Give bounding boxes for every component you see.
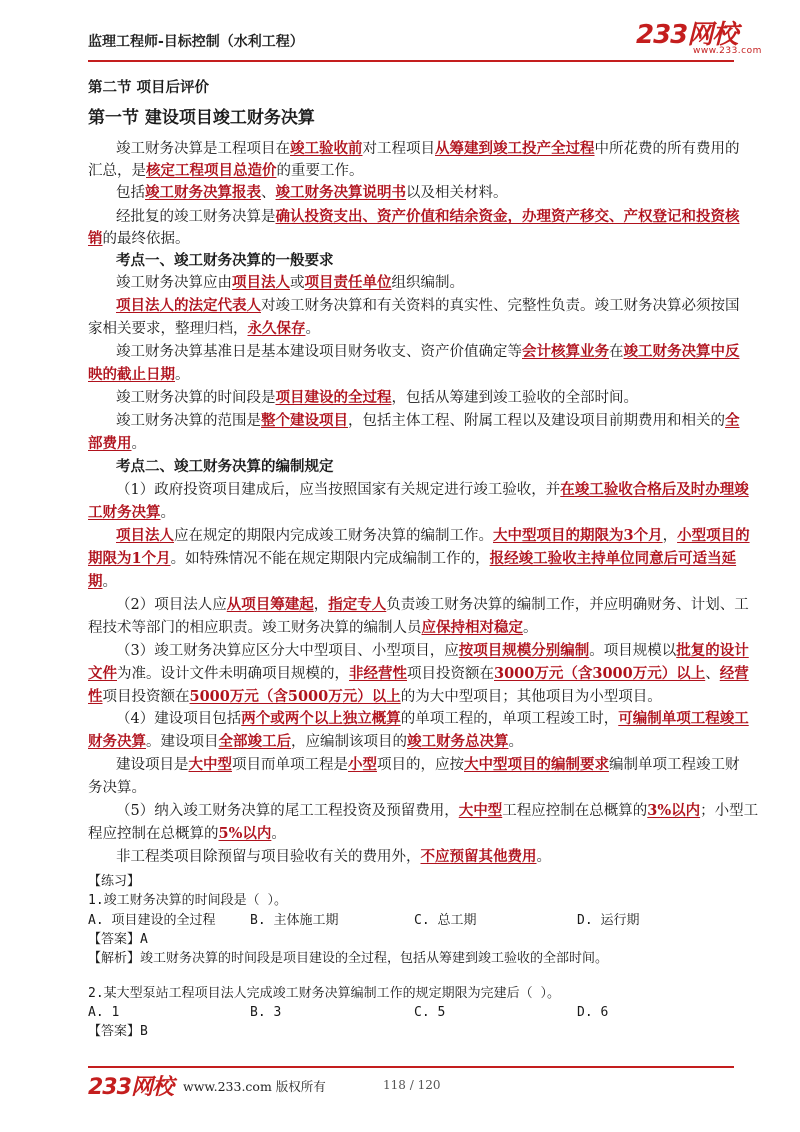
text-segment: 对工程项目	[362, 141, 435, 157]
highlighted-term: 竣工验收前	[290, 140, 363, 157]
text-segment: 。	[131, 436, 146, 452]
highlighted-term: 销	[88, 230, 103, 247]
section-title: 第一节 建设项目竣工财务决算	[88, 108, 315, 128]
practice-line: 【练习】	[88, 874, 141, 889]
text-segment: ，	[313, 597, 329, 613]
text-line	[116, 754, 740, 776]
text-segment: 、	[705, 666, 720, 682]
text-segment: （2）项目法人应	[116, 597, 227, 613]
highlighted-term: 映的截止日期	[88, 366, 175, 383]
text-segment: 。	[523, 620, 538, 636]
text-segment: （3）竣工财务决算应区分大中型项目、小型项目，应	[116, 643, 459, 659]
highlighted-term: 大中型项目的期限为3个月	[493, 527, 663, 544]
highlighted-term: 大中型项目的编制要求	[464, 756, 609, 773]
highlighted-term: 竣工财务决算说明书	[275, 184, 406, 201]
text-segment: 在	[609, 344, 624, 360]
practice-line: 【解析】竣工财务决算的时间段是项目建设的全过程，包括从筹建到竣工验收的全部时间。	[88, 951, 609, 966]
text-segment: ；小型工	[700, 803, 759, 819]
footer-logo[interactable]	[88, 1070, 173, 1101]
text-line	[88, 548, 736, 570]
text-line	[116, 138, 740, 160]
practice-line: 【答案】A	[88, 932, 148, 947]
text-segment: 项目的，应按	[377, 757, 464, 773]
text-segment: 家相关要求，整理归档，	[88, 321, 248, 337]
highlighted-term: 批复的设计	[676, 642, 749, 659]
text-line	[116, 182, 508, 204]
text-line	[88, 571, 117, 593]
text-segment: 工程应控制在总概算的	[502, 803, 648, 819]
text-segment: 组织编制。	[391, 275, 464, 291]
text-line	[88, 228, 190, 250]
answer-option[interactable]: B. 主体施工期	[250, 913, 339, 928]
practice-line: 【答案】B	[88, 1024, 148, 1039]
practice-line: 1.竣工财务决算的时间段是（ ）。	[88, 893, 287, 908]
header-divider	[88, 60, 734, 62]
header-title: 监理工程师-目标控制（水利工程）	[88, 34, 304, 50]
highlighted-term: 项目责任单位	[304, 274, 392, 291]
highlighted-term: 全	[725, 412, 740, 429]
text-segment: 汇总，是	[88, 163, 146, 179]
highlighted-term: 不应预留其他费用	[420, 848, 537, 865]
highlighted-term: 核定工程项目总造价	[146, 162, 277, 179]
highlighted-term: 应保持相对稳定	[421, 619, 523, 636]
practice-line: 2.某大型泵站工程项目法人完成竣工财务决算编制工作的规定期限为完建后（ ）。	[88, 986, 560, 1001]
highlighted-term: 项目法人的法定代表人	[116, 297, 261, 314]
highlighted-term: 大中型	[458, 802, 503, 819]
text-segment: ，应编制该项目的	[291, 734, 407, 750]
text-line	[116, 272, 464, 294]
footer-logo-word: 网校	[130, 1075, 173, 1100]
logo-number: 233	[636, 20, 688, 50]
text-segment: 项目投资额在	[102, 689, 190, 705]
text-segment: 程应控制在总概算的	[88, 826, 219, 842]
text-line	[88, 731, 523, 753]
text-segment: 对竣工财务决算和有关资料的真实性、完整性负责。竣工财务决算必须按国	[261, 298, 740, 314]
text-line	[116, 341, 740, 363]
highlighted-term: 小型项目的	[677, 527, 750, 544]
text-segment: 建设项目是	[116, 757, 189, 773]
highlighted-term: 5000万元（含5000万元）以上	[189, 688, 401, 705]
text-segment: 以及相关材料。	[406, 185, 508, 201]
text-segment: 项目投资额在	[407, 666, 494, 682]
highlighted-term: 在竣工验收合格后及时办理竣	[560, 481, 749, 498]
text-line	[88, 686, 662, 708]
highlighted-term: 项目法人	[232, 274, 290, 291]
text-segment: 的重要工作。	[276, 163, 364, 179]
text-segment: 的最终依据。	[102, 231, 190, 247]
text-line	[116, 206, 740, 228]
highlighted-term: 3000万元（含3000万元）以上	[494, 665, 706, 682]
section-subtitle: 第二节 项目后评价	[88, 79, 210, 96]
text-segment: ，	[662, 528, 678, 544]
text-segment: 程技术等部门的相应职责。竣工财务决算的编制人员	[88, 620, 422, 636]
text-segment: 。项目规模以	[589, 643, 677, 659]
highlighted-term: 部费用	[88, 435, 132, 452]
text-segment: 。	[508, 734, 523, 750]
highlighted-term: 会计核算业务	[522, 343, 609, 360]
text-segment: 。	[175, 367, 190, 383]
text-segment: 竣工财务决算的范围是	[116, 413, 261, 429]
highlighted-term: 可编制单项工程竣工	[618, 710, 749, 727]
footer-logo-number: 233	[88, 1075, 131, 1100]
text-line	[116, 594, 749, 616]
text-segment: 中所花费的所有费用的	[594, 141, 740, 157]
text-segment: 为准。设计文件未明确项目规模的，	[117, 666, 349, 682]
highlighted-term: 小型	[348, 756, 377, 773]
highlighted-term: 竣工财务决算中反	[623, 343, 740, 360]
text-segment: 、	[261, 185, 276, 201]
page-number: 118 / 120	[383, 1078, 441, 1092]
text-line	[88, 364, 190, 386]
highlighted-term: 项目建设的全过程	[275, 389, 392, 406]
answer-option[interactable]: D. 运行期	[577, 913, 640, 928]
text-segment: （1）政府投资项目建成后，应当按照国家有关规定进行竣工验收，并	[116, 482, 561, 498]
highlighted-term: 从项目筹建起	[226, 596, 314, 613]
text-segment: 的为大中型项目；其他项目为小型项目。	[400, 689, 662, 705]
highlighted-term: 竣工财务决算报表	[145, 184, 261, 201]
text-segment: ，包括从筹建到竣工验收的全部时间。	[391, 390, 638, 406]
footer-divider	[88, 1066, 734, 1068]
highlighted-term: 3%以内	[647, 802, 701, 819]
text-segment: 项目而单项工程是	[232, 757, 348, 773]
highlighted-term: 5%以内	[218, 825, 272, 842]
text-segment: 或	[290, 275, 305, 291]
highlighted-term: 大中型	[188, 756, 232, 773]
text-line	[116, 800, 758, 822]
answer-option[interactable]: A. 项目建设的全过程	[88, 913, 216, 928]
highlighted-term: 从筹建到竣工投产全过程	[435, 140, 595, 157]
text-segment: 经批复的竣工财务决算是	[116, 209, 276, 225]
text-segment: 。	[305, 321, 320, 337]
text-segment: 。	[536, 849, 551, 865]
text-segment: （5）纳入竣工财务决算的尾工工程投资及预留费用，	[116, 803, 459, 819]
text-line: 考点一、竣工财务决算的一般要求	[116, 252, 334, 269]
highlighted-term: 竣工财务总决算	[407, 733, 509, 750]
text-line	[88, 663, 749, 685]
text-line	[88, 617, 538, 639]
text-line	[116, 479, 749, 501]
text-segment: 竣工财务决算的时间段是	[116, 390, 276, 406]
text-line	[116, 410, 740, 432]
text-segment: 非工程类项目除预留与项目验收有关的费用外，	[116, 849, 421, 865]
highlighted-term: 性	[88, 688, 103, 705]
header-url: www.233.com	[693, 46, 762, 56]
text-segment: 的单项工程的，单项工程竣工时，	[400, 711, 619, 727]
highlighted-term: 财务决算	[88, 733, 146, 750]
text-segment: 。	[102, 574, 117, 590]
highlighted-term: 文件	[88, 665, 117, 682]
text-line	[116, 846, 551, 868]
answer-option[interactable]: B. 3	[250, 1005, 282, 1020]
text-line	[88, 433, 146, 455]
highlighted-term: 非经营性	[349, 665, 407, 682]
highlighted-term: 指定专人	[328, 596, 387, 613]
highlighted-term: 期限为1个月	[88, 550, 171, 567]
text-segment: （4）建设项目包括	[116, 711, 242, 727]
text-line	[116, 387, 638, 409]
highlighted-term: 经营	[719, 665, 749, 682]
text-segment: 应在规定的期限内完成竣工财务决算的编制工作。	[174, 528, 493, 544]
answer-option[interactable]: A. 1	[88, 1005, 120, 1020]
text-segment: 编制单项工程竣工财	[609, 757, 740, 773]
text-segment: 。	[271, 826, 286, 842]
text-line	[88, 318, 320, 340]
logo-word: 网校	[687, 20, 738, 50]
text-line	[116, 525, 750, 547]
highlighted-term: 项目法人	[116, 527, 174, 544]
highlighted-term: 报经竣工验收主持单位同意后可适当延	[489, 550, 737, 567]
text-segment: 。	[160, 505, 175, 521]
text-segment: 包括	[116, 185, 145, 201]
highlighted-term: 永久保存	[247, 320, 306, 337]
text-line	[88, 502, 175, 524]
text-segment: 竣工财务决算基准日是基本建设项目财务收支、资产价值确定等	[116, 344, 522, 360]
text-segment: 竣工财务决算应由	[116, 275, 232, 291]
text-line	[88, 777, 146, 799]
highlighted-term: 确认投资支出、资产价值和结余资金，办理资产移交、产权登记和投资核	[275, 208, 740, 225]
highlighted-term: 按项目规模分别编制	[458, 642, 590, 659]
text-line	[116, 708, 749, 730]
footer-copyright: www.233.com 版权所有	[183, 1079, 326, 1094]
text-segment: ，包括主体工程、附属工程以及建设项目前期费用和相关的	[348, 413, 725, 429]
text-line	[88, 160, 364, 182]
answer-option[interactable]: D. 6	[577, 1005, 609, 1020]
highlighted-term: 两个或两个以上独立概算	[241, 710, 401, 727]
highlighted-term: 全部竣工后	[218, 733, 291, 750]
text-segment: 负责竣工财务决算的编制工作，并应明确财务、计划、工	[386, 597, 749, 613]
highlighted-term: 整个建设项目	[261, 412, 348, 429]
text-segment: 务决算。	[88, 780, 146, 796]
text-line: 考点二、竣工财务决算的编制规定	[116, 458, 334, 475]
answer-option[interactable]: C. 总工期	[414, 913, 477, 928]
highlighted-term: 工财务决算	[88, 504, 161, 521]
answer-option[interactable]: C. 5	[414, 1005, 446, 1020]
text-line	[116, 295, 740, 317]
text-segment: 竣工财务决算是工程项目在	[116, 141, 290, 157]
text-segment: 。建设项目	[146, 734, 219, 750]
text-line	[116, 640, 749, 662]
highlighted-term: 期	[88, 573, 103, 590]
text-line	[88, 823, 286, 845]
text-segment: 。如特殊情况不能在规定期限内完成编制工作的，	[170, 551, 490, 567]
